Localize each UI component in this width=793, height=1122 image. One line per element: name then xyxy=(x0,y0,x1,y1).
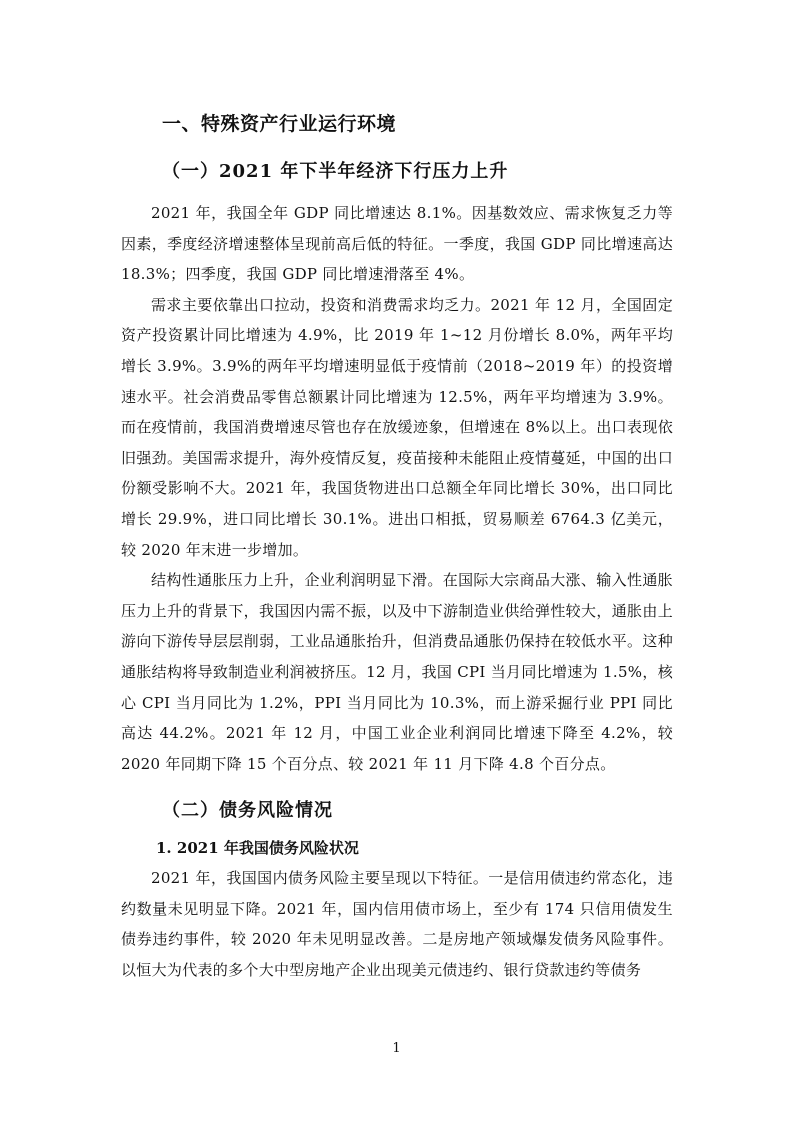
section-heading: 一、特殊资产行业运行环境 xyxy=(162,113,397,135)
paragraph-debt-risk: 2021 年，我国国内债务风险主要呈现以下特征。一是信用债违约常态化，违约数量未见明显下降。2021 年，国内信用债市场上，至少有 174 只信用债发生债券违约事件，较 2020 年未见明显改善。二是房地产领域爆发债务风险事件。以恒大为代表的多个大中型房地产企业出现美元债违约、银行贷款违约等债务 xyxy=(121,869,673,980)
paragraph-demand: 需求主要依靠出口拉动，投资和消费需求均乏力。2021 年 12 月，全国固定资产投资累计同比增速为 4.9%，比 2019 年 1~12 月份增长 8.0%，两年平均增长 3.9%。3.9%的两年平均增速明显低于疫情前（2018~2019 年）的投资增速水平。社会消费品零售总额累计同比增速为 12.5%，两年平均增速为 3.9%。而在疫情前，我国消费增速尽管也存在放缓迹象，但增速在 8%以上。出口表现依旧强劲。美国需求提升，海外疫情反复，疫苗接种未能阻止疫情蔓延，中国的出口份额受影响不大。2021 年，我国货物进出口总额全年同比增长 30%，出口同比增长 29.9%，进口同比增长 30.1%。进出口相抵，贸易顺差 6764.3 亿美元，较 2020 年末进一步增加。 xyxy=(121,295,673,559)
page-number: 1 xyxy=(392,1041,401,1056)
document-body xyxy=(121,110,673,986)
subsection-2-heading: （二）债务风险情况 xyxy=(162,800,333,822)
paragraph-gdp: 2021 年，我国全年 GDP 同比增速达 8.1%。因基数效应、需求恢复乏力等因素，季度经济增速整体呈现前高后低的特征。一季度，我国 GDP 同比增速高达 18.3%；四季度，我国 GDP 同比增速滑落至 4%。 xyxy=(121,204,673,284)
subsection-1-heading: （一）2021 年下半年经济下行压力上升 xyxy=(162,161,509,182)
paragraph-inflation: 结构性通胀压力上升，企业利润明显下滑。在国际大宗商品大涨、输入性通胀压力上升的背景下，我国因内需不振，以及中下游制造业供给弹性较大，通胀由上游向下游传导层层削弱，工业品通胀抬升，但消费品通胀仍保持在较低水平。这种通胀结构将导致制造业利润被挤压。12 月，我国 CPI 当月同比增速为 1.5%，核心 CPI 当月同比为 1.2%，PPI 当月同比为 10.3%，而上游采掘行业 PPI 同比高达 44.2%。2021 年 12 月，中国工业企业利润同比增速下降至 4.2%，较 2020 年同期下降 15 个百分点、较 2021 年 11 月下降 4.8 个百分点。 xyxy=(121,571,673,773)
item-1-heading: 1. 2021 年我国债务风险状况 xyxy=(156,839,359,858)
